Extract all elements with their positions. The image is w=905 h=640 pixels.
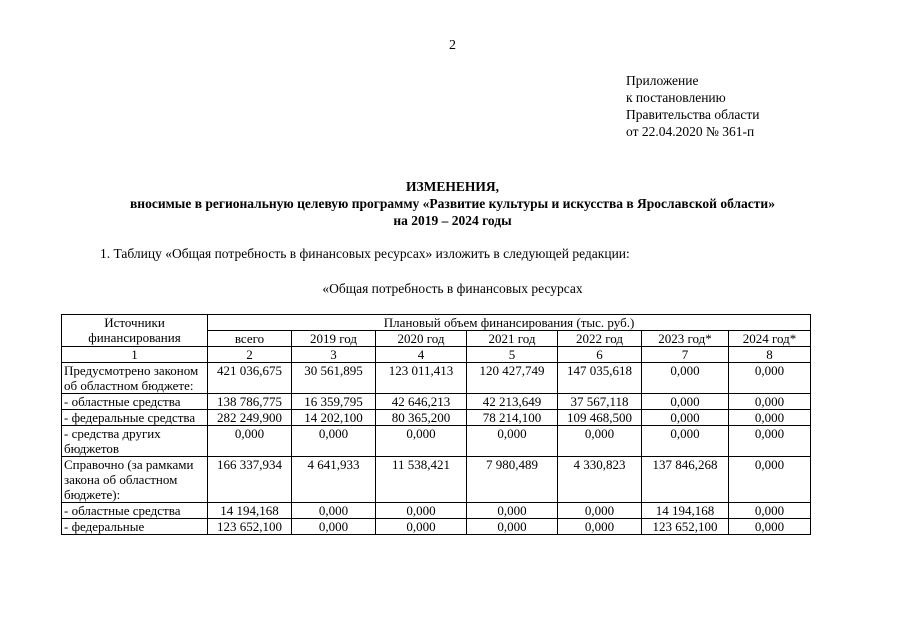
column-index: 5 — [467, 347, 558, 363]
table-cell: 0,000 — [376, 519, 467, 535]
row-label: - федеральные средства — [62, 410, 208, 426]
table-row — [62, 394, 811, 410]
table-cell: 0,000 — [376, 503, 467, 519]
table-caption: «Общая потребность в финансовых ресурсах — [322, 281, 583, 296]
table-cell: 14 202,100 — [292, 410, 376, 426]
table-cell: 42 213,649 — [467, 394, 558, 410]
column-index: 2 — [208, 347, 292, 363]
table-cell: 109 468,500 — [558, 410, 642, 426]
table-row — [62, 457, 811, 503]
table-cell: 0,000 — [729, 457, 811, 503]
table-cell: 0,000 — [729, 503, 811, 519]
table-cell: 37 567,118 — [558, 394, 642, 410]
table-cell: 0,000 — [467, 426, 558, 457]
table-row — [62, 519, 811, 535]
row-label: - средства других бюджетов — [62, 426, 208, 457]
approval-line: от 22.04.2020 № 361-п — [626, 124, 755, 139]
column-header: 2022 год — [558, 331, 642, 347]
table-cell: 0,000 — [729, 426, 811, 457]
table-cell: 11 538,421 — [376, 457, 467, 503]
table-cell: 0,000 — [292, 426, 376, 457]
table-cell: 4 641,933 — [292, 457, 376, 503]
table-cell: 0,000 — [292, 503, 376, 519]
table-cell: 123 652,100 — [642, 519, 729, 535]
approval-line: Правительства области — [626, 107, 760, 122]
table-cell: 0,000 — [729, 394, 811, 410]
table-cell: 138 786,775 — [208, 394, 292, 410]
table-cell: 7 980,489 — [467, 457, 558, 503]
table-cell: 16 359,795 — [292, 394, 376, 410]
title-line: ИЗМЕНЕНИЯ, — [405, 179, 499, 194]
header-source: Источники финансирования — [62, 315, 208, 347]
paragraph-item-1: 1. Таблицу «Общая потребность в финансовых ресурсах» изложить в следующей редакции: — [100, 246, 630, 261]
table-cell: 120 427,749 — [467, 363, 558, 394]
table-cell: 0,000 — [729, 519, 811, 535]
row-label: - областные средства — [62, 394, 208, 410]
table-cell: 137 846,268 — [642, 457, 729, 503]
column-index: 8 — [729, 347, 811, 363]
table-cell: 0,000 — [558, 519, 642, 535]
table-cell: 0,000 — [642, 394, 729, 410]
page-number: 2 — [449, 38, 456, 53]
table-cell: 147 035,618 — [558, 363, 642, 394]
column-index: 6 — [558, 347, 642, 363]
column-index: 7 — [642, 347, 729, 363]
column-header: 2019 год — [292, 331, 376, 347]
table-cell: 123 652,100 — [208, 519, 292, 535]
column-header: 2024 год* — [729, 331, 811, 347]
table-cell: 14 194,168 — [208, 503, 292, 519]
column-header: 2021 год — [467, 331, 558, 347]
column-header: 2023 год* — [642, 331, 729, 347]
document-title — [0, 178, 905, 229]
table-cell: 0,000 — [558, 426, 642, 457]
table-row — [62, 426, 811, 457]
table-cell: 30 561,895 — [292, 363, 376, 394]
table-cell: 0,000 — [208, 426, 292, 457]
table-cell: 0,000 — [376, 426, 467, 457]
column-header: 2020 год — [376, 331, 467, 347]
column-index: 4 — [376, 347, 467, 363]
table-cell: 123 011,413 — [376, 363, 467, 394]
table-cell: 42 646,213 — [376, 394, 467, 410]
table-cell: 282 249,900 — [208, 410, 292, 426]
title-line: на 2019 – 2024 годы — [393, 213, 512, 228]
table-cell: 0,000 — [558, 503, 642, 519]
table-row — [62, 503, 811, 519]
table-cell: 4 330,823 — [558, 457, 642, 503]
table-cell: 14 194,168 — [642, 503, 729, 519]
table-cell: 78 214,100 — [467, 410, 558, 426]
approval-line: к постановлению — [626, 90, 726, 105]
table-cell: 0,000 — [642, 410, 729, 426]
financing-table — [61, 314, 811, 535]
table-cell: 0,000 — [642, 426, 729, 457]
row-label: - областные средства — [62, 503, 208, 519]
approval-line: Приложение — [626, 73, 699, 88]
table-cell: 421 036,675 — [208, 363, 292, 394]
column-index: 3 — [292, 347, 376, 363]
column-index: 1 — [62, 347, 208, 363]
table-row — [62, 410, 811, 426]
table-cell: 0,000 — [467, 503, 558, 519]
column-header: всего — [208, 331, 292, 347]
table-cell: 0,000 — [729, 363, 811, 394]
table-cell: 166 337,934 — [208, 457, 292, 503]
table-cell: 0,000 — [467, 519, 558, 535]
approval-block — [626, 72, 759, 140]
title-line: вносимые в региональную целевую программу «Развитие культуры и искусства в Ярославской области» — [130, 196, 775, 211]
table-cell: 0,000 — [642, 363, 729, 394]
table-cell: 0,000 — [292, 519, 376, 535]
table-cell: 80 365,200 — [376, 410, 467, 426]
row-label: Предусмотрено законом об областном бюджете: — [62, 363, 208, 394]
table-row — [62, 363, 811, 394]
row-label: Справочно (за рамками закона об областном бюджете): — [62, 457, 208, 503]
header-plan: Плановый объем финансирования (тыс. руб.) — [208, 315, 811, 331]
table-cell: 0,000 — [729, 410, 811, 426]
row-label: - федеральные — [62, 519, 208, 535]
